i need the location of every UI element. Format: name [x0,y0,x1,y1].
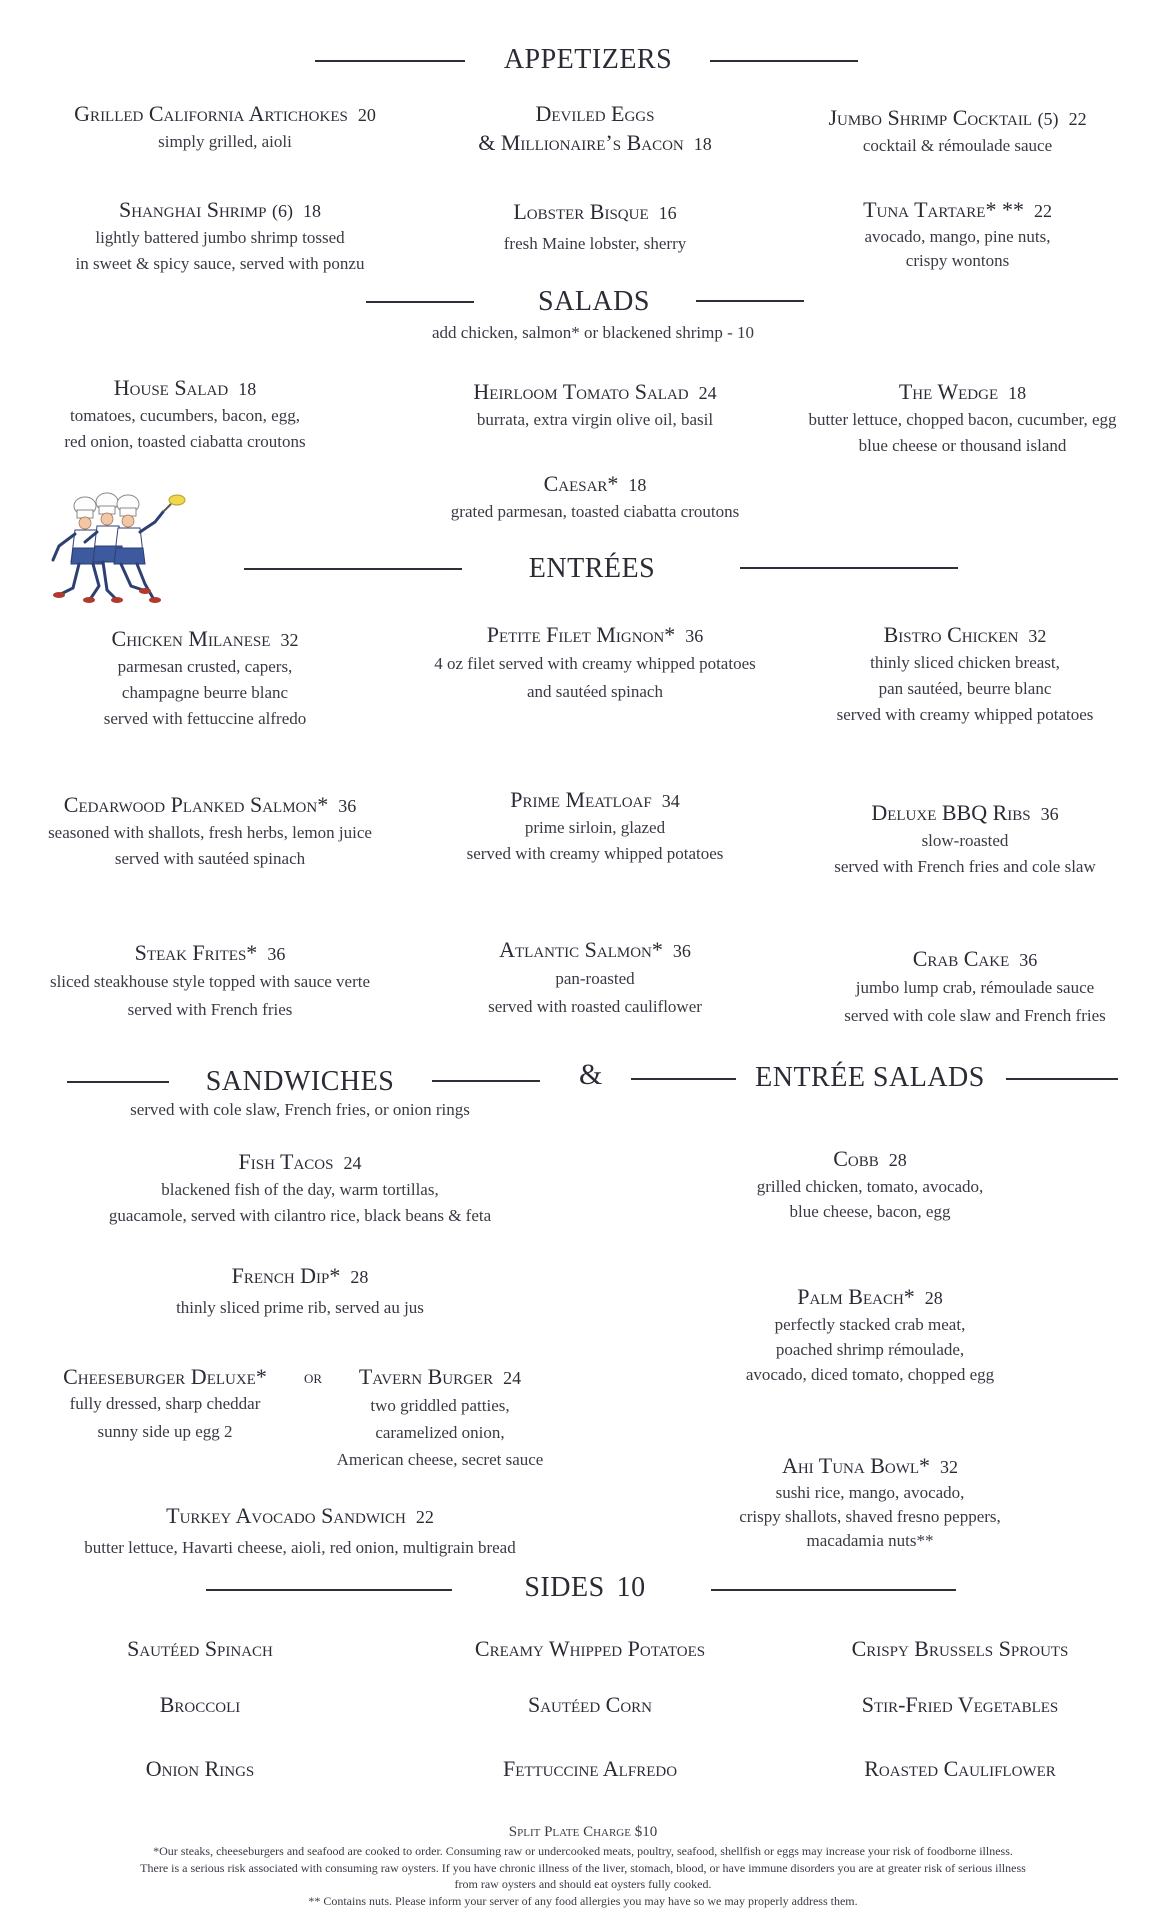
footer-note: from raw oysters and should eat oysters fully cooked. [454,1877,712,1891]
item-desc: simply grilled, aioli [158,132,292,151]
menu-item-deviled-eggs [395,100,795,158]
sides-title [480,1572,690,1604]
item-desc: poached shrimp rémoulade, [775,1340,965,1359]
footer-note: There is a serious risk associated with consuming raw oysters. If you have chronic illness of the liver, stomach, blood, or have immune disorders you are at greater risk of serious illness [140,1860,1026,1875]
item-price: 32 [940,1457,959,1477]
menu-item-bistro-chicken [790,621,1140,728]
sides-rule-left [206,1589,452,1591]
side-roasted-cauliflower: Roasted Cauliflower [864,1756,1056,1781]
sides-title-text: SIDES [524,1572,605,1603]
item-name: Deluxe BBQ Ribs [871,800,1031,825]
menu-item-crab-cake [790,945,1160,1030]
item-name: Jumbo Shrimp Cocktail [828,105,1033,130]
item-name: Caesar* [543,471,619,496]
item-desc: crispy shallots, shaved fresno peppers, [739,1507,1001,1526]
item-price: 18 [302,201,321,221]
menu-item-caesar [395,470,795,525]
item-desc: guacamole, served with cilantro rice, black beans & feta [108,1206,492,1225]
footer [0,1822,1166,1909]
entrees-rule-left [244,568,462,570]
item-name: The Wedge [898,379,999,404]
salads-rule-right [696,300,804,302]
item-price: 36 [338,796,357,816]
item-price: 28 [924,1288,943,1308]
menu-item-petite-filet-mignon [390,621,800,706]
item-name: Ahi Tuna Bowl* [781,1453,931,1478]
menu-item-french-dip [100,1262,500,1321]
menu-item-heirloom-tomato-salad [400,378,790,433]
item-name: Steak Frites* [134,940,258,965]
item-name: Tavern Burger [358,1364,494,1389]
item-name: Bistro Chicken [883,622,1019,647]
item-name: Chicken Milanese [111,626,271,651]
sides-rule-right [711,1589,956,1591]
item-desc: avocado, mango, pine nuts, [864,227,1051,246]
side-onion-rings: Onion Rings [145,1756,255,1781]
item-desc: sushi rice, mango, avocado, [775,1483,965,1502]
item-desc: sliced steakhouse style topped with sauce verte [49,972,371,991]
item-qty: (6) [271,201,293,221]
side-fettuccine-alfredo: Fettuccine Alfredo [502,1756,678,1781]
item-desc: in sweet & spicy sauce, served with ponzu [75,254,365,273]
item-price: 24 [698,383,717,403]
item-price: 18 [693,134,712,154]
item-desc: served with fettuccine alfredo [103,709,307,728]
or-separator: or [304,1367,323,1387]
item-name: Grilled California Artichokes [74,101,348,126]
item-desc: cocktail & rémoulade sauce [862,136,1053,155]
dancing-chefs-illustration [45,490,195,615]
item-desc: and sautéed spinach [527,682,663,701]
side-broccoli: Broccoli [159,1692,241,1717]
menu-item-grilled-artichokes [10,100,440,155]
menu-item-cheeseburger-deluxe [40,1363,290,1446]
item-desc: served with roasted cauliflower [488,997,702,1016]
item-desc: grilled chicken, tomato, avocado, [756,1177,984,1196]
item-name: Heirloom Tomato Salad [473,379,689,404]
item-name: Prime Meatloaf [510,787,652,812]
item-desc: seasoned with shallots, fresh herbs, lemon juice [48,823,372,842]
sandwiches-note: served with cole slaw, French fries, or onion rings [130,1100,470,1119]
menu-item-palm-beach [680,1283,1060,1387]
menu-item-steak-frites [10,939,410,1024]
item-name-line2: & Millionaire’s Bacon [478,130,684,155]
entree-salads-rule-left [631,1078,736,1080]
side-stir-fried-vegetables: Stir-Fried Vegetables [861,1692,1059,1717]
footer-note: *Our steaks, cheeseburgers and seafood are cooked to order. Consuming raw or undercooked meats, poultry, seafood, shellfish or eggs may increase your risk of foodborne illness. [153,1844,1013,1858]
item-name: Cobb [833,1146,879,1171]
item-desc: served with French fries and cole slaw [834,857,1096,876]
item-name: Crab Cake [912,946,1010,971]
item-desc: sunny side up egg 2 [97,1422,233,1441]
menu-item-cobb [680,1145,1060,1224]
item-desc: burrata, extra virgin olive oil, basil [476,410,714,429]
item-price: 36 [685,626,704,646]
menu-item-tuna-tartare [770,196,1145,273]
item-desc: macadamia nuts** [806,1531,934,1550]
appetizers-rule-left [315,60,465,62]
salads-note: add chicken, salmon* or blackened shrimp - 10 [432,323,754,342]
entrees-rule-right [740,567,958,569]
item-price: 28 [888,1150,907,1170]
menu-item-ahi-tuna-bowl [680,1452,1060,1553]
item-name: Tuna Tartare* ** [863,197,1024,222]
item-price: 36 [672,941,691,961]
item-name: Turkey Avocado Sandwich [166,1503,406,1528]
item-desc: tomatoes, cucumbers, bacon, egg, [70,406,300,425]
sandwiches-rule-right [432,1080,540,1082]
item-desc: red onion, toasted ciabatta croutons [64,432,306,451]
item-desc: grated parmesan, toasted ciabatta croutons [450,502,740,521]
item-price: 16 [658,203,677,223]
side-sauteed-corn: Sautéed Corn [527,1692,653,1717]
item-price: 22 [1033,201,1052,221]
item-desc: blackened fish of the day, warm tortillas, [161,1180,439,1199]
item-desc: fully dressed, sharp cheddar [69,1394,261,1413]
ampersand: & [579,1058,603,1091]
menu-item-tavern-burger [320,1363,560,1473]
salads-title: SALADS [538,286,650,317]
item-desc: slow-roasted [921,831,1009,850]
item-price: 22 [415,1507,434,1527]
item-desc: jumbo lump crab, rémoulade sauce [855,978,1095,997]
item-desc: butter lettuce, Havarti cheese, aioli, red onion, multigrain bread [84,1538,516,1557]
item-price: 18 [628,475,647,495]
menu-item-turkey-avocado-sandwich [40,1502,560,1561]
entree-salads-rule-right [1006,1078,1118,1080]
item-price: 36 [1019,950,1038,970]
item-price: 18 [238,379,257,399]
entrees-title: ENTRÉES [528,553,656,584]
side-creamy-whipped-potatoes: Creamy Whipped Potatoes [474,1636,706,1661]
item-price: 32 [280,630,299,650]
item-name: Fish Tacos [238,1149,334,1174]
item-desc: blue cheese or thousand island [858,436,1067,455]
item-desc: served with French fries [127,1000,293,1019]
item-name: French Dip* [231,1263,341,1288]
item-desc: blue cheese, bacon, egg [789,1202,951,1221]
entree-salads-title: ENTRÉE SALADS [755,1062,985,1093]
appetizers-title: APPETIZERS [503,44,673,75]
menu-item-atlantic-salmon [395,936,795,1021]
item-price: 24 [503,1368,522,1388]
side-sauteed-spinach: Sautéed Spinach [127,1636,273,1661]
item-name: House Salad [113,375,229,400]
salads-rule-left [366,301,474,303]
item-desc: perfectly stacked crab meat, [774,1315,966,1334]
item-name: Cheeseburger Deluxe* [63,1364,267,1389]
item-desc: crispy wontons [905,251,1010,270]
footer-note: ** Contains nuts. Please inform your server of any food allergies you may have so we may properly address them. [308,1893,858,1908]
menu-item-jumbo-shrimp-cocktail [770,104,1145,159]
item-desc: American cheese, secret sauce [336,1450,544,1469]
split-plate-charge: Split Plate Charge $10 [508,1824,658,1840]
item-desc: served with sautéed spinach [114,849,306,868]
item-price: 22 [1068,109,1087,129]
item-desc: thinly sliced prime rib, served au jus [176,1298,424,1317]
side-crispy-brussels-sprouts: Crispy Brussels Sprouts [851,1636,1069,1661]
item-name: Atlantic Salmon* [499,937,663,962]
item-price: 34 [661,791,680,811]
item-price: 28 [350,1267,369,1287]
item-price: 24 [343,1153,362,1173]
menu-item-the-wedge [770,378,1155,459]
item-desc: lightly battered jumbo shrimp tossed [95,228,345,247]
item-price: 32 [1028,626,1047,646]
sides-price: 10 [616,1572,646,1603]
menu-item-lobster-bisque [395,198,795,257]
item-desc: two griddled patties, [370,1396,510,1415]
item-name: Cedarwood Planked Salmon* [63,792,329,817]
item-desc: avocado, diced tomato, chopped egg [745,1365,995,1384]
item-desc: thinly sliced chicken breast, [870,653,1060,672]
appetizers-rule-right [710,60,858,62]
menu-item-prime-meatloaf [395,786,795,867]
item-price: 20 [357,105,376,125]
item-desc: parmesan crusted, capers, [117,657,293,676]
menu-item-deluxe-bbq-ribs [790,799,1140,880]
item-desc: served with cole slaw and French fries [844,1006,1106,1025]
item-name: Deviled Eggs [535,101,655,126]
item-name: Lobster Bisque [513,199,649,224]
item-desc: fresh Maine lobster, sherry [503,234,687,253]
item-name: Palm Beach* [797,1284,915,1309]
item-desc: served with creamy whipped potatoes [836,705,1094,724]
menu-item-chicken-milanese [30,625,380,732]
sandwiches-rule-left [67,1081,169,1083]
item-qty: (5) [1037,109,1059,129]
menu-item-house-salad [10,374,360,455]
item-name: Petite Filet Mignon* [486,622,676,647]
item-desc: champagne beurre blanc [121,683,289,702]
item-name: Shanghai Shrimp [119,197,267,222]
item-desc: butter lettuce, chopped bacon, cucumber, egg [808,410,1117,429]
item-price: 18 [1008,383,1027,403]
item-desc: prime sirloin, glazed [524,818,666,837]
menu-item-shanghai-shrimp [10,196,430,277]
item-desc: 4 oz filet served with creamy whipped potatoes [434,654,756,673]
item-desc: pan sautéed, beurre blanc [878,679,1052,698]
item-desc: caramelized onion, [375,1423,505,1442]
item-price: 36 [267,944,286,964]
sandwiches-title: SANDWICHES [205,1066,395,1097]
item-desc: served with creamy whipped potatoes [466,844,724,863]
menu-item-cedarwood-planked-salmon [10,791,410,872]
item-desc: pan-roasted [555,969,635,988]
item-price: 36 [1040,804,1059,824]
menu-item-fish-tacos [50,1148,550,1229]
